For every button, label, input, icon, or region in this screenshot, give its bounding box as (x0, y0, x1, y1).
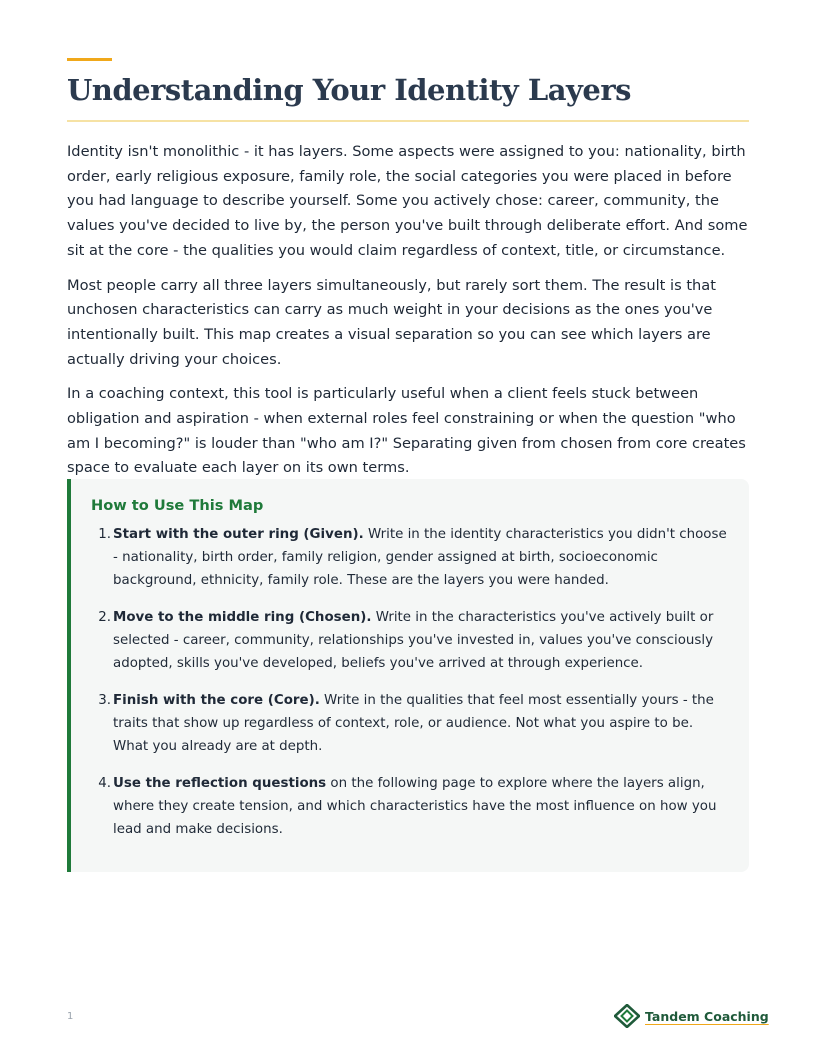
title-divider (67, 120, 749, 122)
step-number: 2. (98, 610, 111, 625)
how-to-use-steps (91, 523, 731, 855)
intro-section (67, 140, 749, 491)
page-number: 1 (67, 1011, 74, 1022)
step-item (91, 689, 731, 758)
step-number: 3. (98, 693, 111, 708)
step-text: on the following page to explore where the layers align, where they create tension, and which characteristics have the most influence on how you lead and make decisions. (113, 776, 717, 837)
tandem-logo-icon (614, 1004, 640, 1028)
step-item (91, 772, 731, 841)
step-lead: Move to the middle ring (Chosen). (113, 610, 372, 625)
step-number: 1. (98, 527, 111, 542)
step-item (91, 606, 731, 675)
step-text: Write in the characteristics you've actively built or selected - career, community, relationships you've invested in, values you've consciously adopted, skills you've developed, beliefs you've arrived at through experience. (113, 610, 714, 671)
step-lead: Start with the outer ring (Given). (113, 527, 364, 542)
how-to-use-title: How to Use This Map (91, 497, 264, 514)
brand-name: Tandem Coaching (645, 1008, 769, 1024)
step-text: Write in the qualities that feel most essentially yours - the traits that show up regardless of context, role, or audience. Not what you aspire to be. What you already are at depth. (113, 693, 714, 754)
step-text: Write in the identity characteristics you didn't choose - nationality, birth order, family religion, gender assigned at birth, socioeconomic background, ethnicity, family role. These are the layers you were handed. (113, 527, 727, 588)
step-lead: Use the reflection questions (113, 776, 327, 791)
intro-paragraph: Identity isn't monolithic - it has layers. Some aspects were assigned to you: nationality, birth order, early religious exposure, family role, the social categories you were placed in before you had language to describe yourself. Some you actively chose: career, community, the values you've decided to live by, the person you've built through deliberate effort. And some sit at the core - the qualities you would claim regardless of context, title, or circumstance. (67, 143, 748, 259)
step-lead: Finish with the core (Core). (113, 693, 320, 708)
intro-paragraph: In a coaching context, this tool is particularly useful when a client feels stuck between obligation and aspiration - when external roles feel constraining or when the question "who am I becoming?" is louder than "who am I?" Separating given from chosen from core creates space to evaluate each layer on its own terms. (67, 385, 746, 477)
page-title: Understanding Your Identity Layers (67, 73, 631, 107)
step-number: 4. (98, 776, 111, 791)
brand-mark (614, 1004, 769, 1028)
intro-paragraph: Most people carry all three layers simultaneously, but rarely sort them. The result is that unchosen characteristics can carry as much weight in your decisions as the ones you've intentionally built. This map creates a visual separation so you can see which layers are actually driving your choices. (67, 276, 716, 368)
title-accent-bar (67, 58, 112, 61)
how-to-use-panel (67, 479, 749, 872)
step-item (91, 523, 731, 592)
